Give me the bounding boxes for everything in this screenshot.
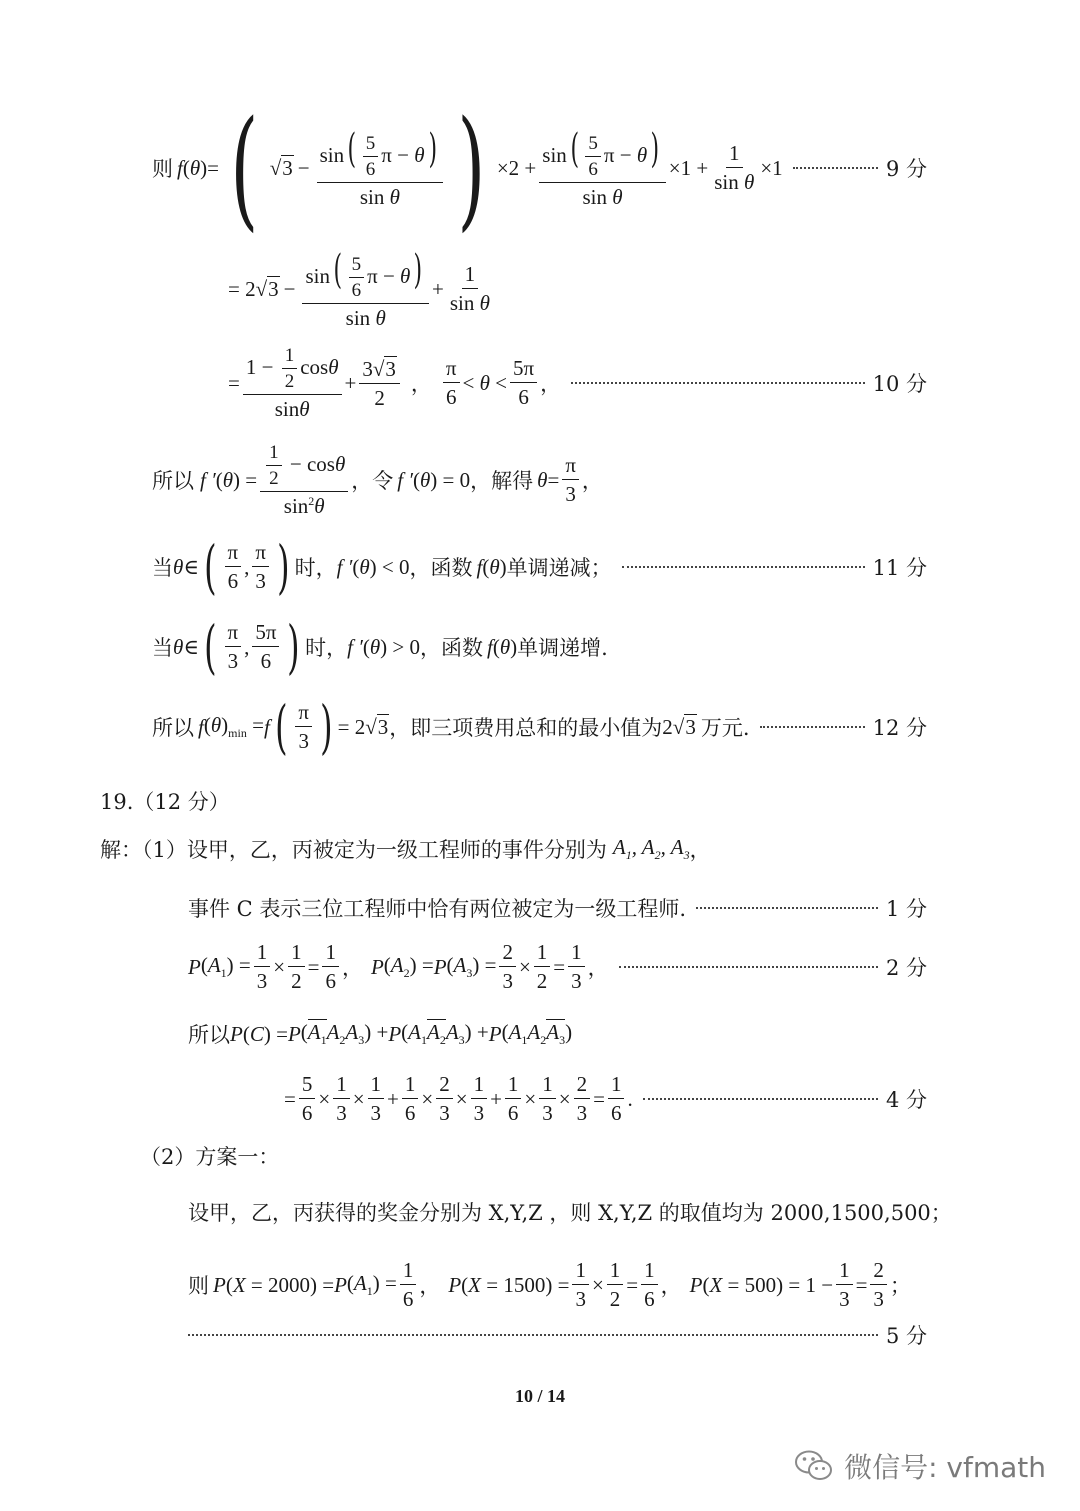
score-label: 5 分 — [885, 1324, 927, 1348]
math-fraction: $\frac{1}{6}$ — [505, 1072, 522, 1126]
math-expression: θ — [537, 467, 548, 492]
math-expression: (θ) = 0 — [412, 467, 471, 492]
math-fraction: $\frac{1}{6}$ — [400, 1258, 417, 1312]
math-expression: )= — [200, 155, 220, 180]
math-expression: − — [297, 155, 310, 180]
formula-line-3 — [228, 342, 927, 424]
math-expression: = — [593, 1086, 605, 1111]
math-fraction: $\frac{1}{\text{sin θ}}$ — [714, 141, 755, 194]
math-expression: × — [524, 1086, 537, 1111]
math-fraction: $\frac{1}{6}$ — [322, 940, 339, 994]
math-expression: (θ) — [492, 634, 518, 659]
math-fraction: $\frac{1}{3}$ — [568, 940, 585, 994]
math-expression: = — [284, 1086, 296, 1111]
score-label: 2 分 — [885, 956, 927, 980]
formula-line-1 — [152, 92, 927, 244]
math-fraction: $\frac{1}{3}$ — [471, 1072, 488, 1126]
math-expression: ) — [277, 533, 290, 601]
math-expression: = — [553, 954, 566, 979]
math-expression: $(A_1A_2A_3)$ + — [300, 1019, 389, 1048]
math-expression: < θ < — [462, 370, 508, 395]
math-expression: ， — [689, 838, 711, 862]
math-expression: √ 3 — [269, 156, 293, 180]
math-fraction: $\frac{1}{2}$ — [534, 940, 551, 994]
solution-line-7 — [188, 1256, 911, 1314]
solution-line-6 — [188, 1196, 952, 1228]
score-label: 12 分 — [872, 716, 927, 740]
math-expression: = 2 — [337, 714, 366, 739]
formula-line-6 — [152, 613, 608, 681]
math-expression: ， — [341, 956, 363, 980]
math-expression: P — [370, 954, 384, 979]
math-expression: √ 3 — [255, 277, 279, 301]
math-expression: × — [273, 954, 286, 979]
score-label: 1 分 — [885, 897, 927, 921]
math-fraction: $\frac{1}{2}$ − cosθ $\sin^2\theta$ — [260, 442, 348, 519]
math-expression: P — [388, 1021, 402, 1046]
math-expression: ( — [203, 533, 217, 601]
math-expression: ， — [660, 1274, 682, 1298]
math-expression: f — [198, 714, 204, 739]
math-expression: √ 3 — [365, 715, 389, 739]
math-expression: × — [455, 1086, 468, 1111]
math-expression: ) — [287, 613, 301, 681]
math-expression: ∈ — [183, 634, 199, 659]
math-expression: + — [431, 276, 444, 301]
math-expression: f ′ — [347, 634, 363, 659]
math-expression: f ′ — [397, 467, 413, 492]
math-expression: P — [433, 954, 447, 979]
mid-text: ，解得 — [470, 469, 534, 493]
math-expression: ×2 + — [496, 155, 537, 180]
math-expression: 2 — [662, 714, 673, 739]
math-expression: f ′ — [200, 467, 216, 492]
math-expression: × — [558, 1086, 571, 1111]
math-fraction: $\frac{1}{\text{sin θ}}$ — [449, 262, 490, 315]
score-label: 9 分 — [885, 157, 927, 181]
watermark-text: 微信号: vfmath — [844, 1451, 1046, 1484]
math-expression: P — [188, 954, 201, 979]
math-expression: ( — [230, 92, 259, 244]
math-expression: ， — [540, 372, 562, 396]
math-fraction: $\frac{\pi}{3}$ — [562, 453, 579, 507]
math-expression: (θ) = — [215, 467, 258, 492]
math-fraction: sin( $\frac{5}{6}$ π − θ) sin θ — [317, 126, 444, 210]
mid-text: 时， — [294, 556, 337, 580]
math-fraction: $\frac{\pi}{3}$ — [252, 540, 269, 594]
score-label: 11 分 — [872, 556, 927, 580]
leader-dots — [696, 907, 878, 909]
leader-dots — [571, 382, 864, 384]
math-fraction: $\frac{2}{3}$ — [436, 1072, 453, 1126]
math-expression: $(A_2)$ = — [383, 952, 434, 981]
solution-text: 解：（1）设甲，乙，丙被定为一级工程师的事件分别为 — [100, 838, 607, 862]
math-expression: ( — [274, 693, 288, 761]
math-fraction: $\frac{1}{6}$ — [641, 1258, 658, 1312]
math-expression: ； — [889, 1274, 911, 1298]
math-expression: × — [318, 1086, 331, 1111]
math-fraction: $\frac{5}{6}$ — [299, 1072, 316, 1126]
formula-line-7 — [152, 693, 927, 761]
prefix-text: 当 — [152, 556, 173, 580]
math-expression: (θ) — [482, 554, 507, 579]
formula-line-2 — [228, 244, 496, 334]
math-expression: ， — [410, 372, 432, 396]
math-fraction: $\frac{2}{3}$ — [870, 1258, 887, 1312]
math-expression: ×1 + — [668, 155, 709, 180]
leader-dots — [619, 966, 878, 968]
math-expression: + — [387, 1086, 399, 1111]
part-label: （2）方案一： — [140, 1145, 280, 1169]
math-expression: ， — [581, 469, 603, 493]
prefix-text: 则 — [152, 157, 173, 181]
math-expression: P — [448, 1272, 462, 1297]
mid-text: ，函数 — [419, 636, 483, 660]
score-label: 4 分 — [885, 1088, 927, 1112]
solution-line-3 — [188, 938, 927, 996]
math-expression: (θ) > 0 — [362, 634, 420, 659]
math-expression: $(A_1)$ = — [346, 1270, 397, 1299]
prefix-text: 所以 — [188, 1023, 230, 1047]
math-expression: × — [421, 1086, 434, 1111]
math-expression: (θ) < 0 — [352, 554, 410, 579]
math-fraction: $\frac{1}{6}$ — [608, 1072, 625, 1126]
math-expression: θ — [173, 554, 184, 579]
math-expression: , — [244, 634, 250, 659]
math-fraction: $\frac{1}{3}$ — [254, 940, 271, 994]
math-expression: × — [352, 1086, 365, 1111]
prefix-text: 所以 — [152, 716, 194, 740]
math-expression: = 2 — [228, 276, 256, 301]
math-expression: P — [230, 1021, 243, 1046]
math-expression: , — [244, 554, 250, 579]
math-expression: ， — [587, 956, 609, 980]
tail-text: 单调递增. — [517, 636, 608, 660]
math-fraction: $\frac{2}{3}$ — [499, 940, 516, 994]
prefix-text: 当 — [152, 636, 173, 660]
math-fraction: $\frac{1}{2}$ — [288, 940, 305, 994]
math-expression: × — [591, 1272, 604, 1297]
mid-text: ，即三项费用总和的最小值为 — [389, 716, 663, 740]
math-fraction: $\frac{5\pi}{6}$ — [510, 356, 537, 410]
score-label: 10 分 — [872, 372, 927, 396]
math-expression: ( — [182, 155, 190, 180]
math-expression: ( — [203, 613, 217, 681]
math-expression: − — [283, 276, 296, 301]
math-fraction: sin( $\frac{5}{6}$ π − θ) sin θ — [302, 247, 429, 331]
math-expression: (X = 500) = 1 − — [702, 1272, 834, 1297]
math-fraction: $\frac{1}{3}$ — [836, 1258, 853, 1312]
solution-line-4 — [188, 1012, 572, 1056]
math-expression: $A_1$, $A_2$, $A_3$ — [612, 834, 690, 863]
math-expression: = — [626, 1272, 639, 1297]
leader-dots — [643, 1098, 878, 1100]
math-fraction: $\frac{2}{3}$ — [574, 1072, 591, 1126]
math-expression: + — [490, 1086, 502, 1111]
math-fraction: 3√ 3 2 — [359, 356, 400, 411]
leader-dots — [760, 726, 865, 728]
math-expression: $(A_1A_2A_3)$ — [501, 1019, 573, 1048]
math-expression: θ — [189, 155, 201, 180]
tail-text: 万元. — [700, 716, 750, 740]
question-heading — [100, 786, 230, 816]
solution-text: 设甲，乙，丙获得的奖金分别为 X,Y,Z ，则 X,Y,Z 的取值均为 2000,1500,500； — [188, 1201, 952, 1225]
math-expression: f — [263, 714, 270, 739]
math-expression: √ 3 — [672, 715, 696, 739]
math-fraction: $\frac{1}{2}$ — [607, 1258, 624, 1312]
formula-line-5 — [152, 533, 927, 601]
math-expression: ) — [457, 92, 486, 244]
math-expression: (X = 2000) = — [225, 1272, 335, 1297]
math-fraction: $\frac{\pi}{3}$ — [295, 700, 312, 754]
solution-line-8 — [188, 1320, 927, 1350]
formula-line-4 — [152, 436, 603, 524]
math-expression: f — [177, 155, 183, 180]
leader-dots — [793, 167, 878, 169]
math-expression: = — [547, 467, 560, 492]
math-expression: (C) = — [242, 1021, 288, 1046]
math-expression: = — [307, 954, 320, 979]
math-fraction: $\frac{\pi}{3}$ — [225, 620, 242, 674]
solution-line-2 — [188, 892, 927, 924]
math-expression: ×1 — [760, 155, 783, 180]
math-fraction: 1 − $\frac{1}{2}$ cosθ sinθ — [243, 345, 342, 422]
part-2-heading — [140, 1140, 279, 1172]
math-fraction: $\frac{1}{3}$ — [572, 1258, 589, 1312]
math-fraction: $\frac{1}{6}$ — [402, 1072, 419, 1126]
leader-dots — [188, 1334, 878, 1336]
math-expression: P — [213, 1272, 226, 1297]
math-expression: = — [228, 370, 240, 395]
math-expression: $(A_1)$ = — [200, 952, 251, 981]
math-expression: . — [627, 1086, 633, 1111]
math-expression: P — [287, 1021, 301, 1046]
question-number: 19.（12 分） — [100, 790, 230, 814]
math-expression: $(A_3)$ = — [446, 952, 497, 981]
math-fraction: $\frac{1}{3}$ — [539, 1072, 556, 1126]
math-expression: f — [486, 634, 493, 659]
math-expression: = — [855, 1272, 868, 1297]
prefix-text: 则 — [188, 1274, 209, 1298]
math-expression: f ′ — [336, 554, 353, 579]
math-expression: × — [518, 954, 531, 979]
math-expression: (X = 1500) = — [461, 1272, 570, 1297]
math-expression: ) — [320, 693, 333, 761]
math-expression: $(\theta)_{min}$ = — [203, 712, 264, 741]
math-expression: ∈ — [183, 554, 199, 579]
solution-line-1 — [100, 832, 711, 866]
prefix-text: 所以 — [152, 469, 194, 493]
math-expression: ， — [419, 1274, 441, 1298]
math-fraction: $\frac{5\pi}{6}$ — [252, 620, 279, 674]
math-expression: + — [344, 370, 357, 395]
solution-line-5 — [284, 1070, 927, 1128]
math-fraction: $\frac{\pi}{6}$ — [443, 356, 460, 410]
math-expression: f — [476, 554, 483, 579]
leader-dots — [622, 566, 865, 568]
math-expression: P — [334, 1272, 347, 1297]
watermark — [794, 1446, 1046, 1486]
math-fraction: $\frac{\pi}{6}$ — [225, 540, 242, 594]
page-number: 10 / 14 — [514, 1386, 565, 1406]
math-expression: $(A_1A_2A_3)$ + — [401, 1019, 489, 1048]
math-expression: P — [689, 1272, 703, 1297]
mid-text: 时， — [305, 636, 348, 660]
tail-text: 单调递减； — [506, 556, 612, 580]
math-fraction: $\frac{1}{3}$ — [333, 1072, 350, 1126]
mid-text: ，令 — [351, 469, 394, 493]
mid-text: ，函数 — [409, 556, 473, 580]
solution-text: 事件 C 表示三位工程师中恰有两位被定为一级工程师. — [188, 897, 687, 921]
math-fraction: sin( $\frac{5}{6}$ π − θ) sin θ — [539, 126, 666, 210]
wechat-icon — [794, 1449, 834, 1483]
math-fraction: $\frac{1}{3}$ — [368, 1072, 385, 1126]
math-expression: θ — [173, 634, 184, 659]
math-expression: P — [488, 1021, 502, 1046]
